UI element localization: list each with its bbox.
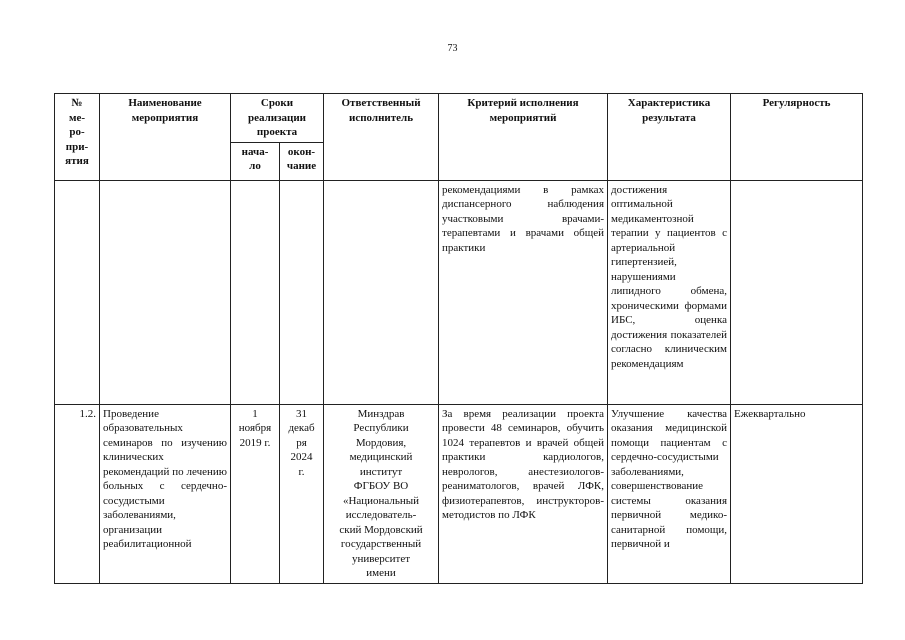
header-criterion: Критерий исполнения мероприятий bbox=[439, 94, 608, 181]
table-row bbox=[55, 180, 863, 404]
header-number: № ме- ро- при- ятия bbox=[55, 94, 100, 181]
cell-num-continued bbox=[55, 180, 100, 404]
header-terms: Сроки реализации проекта bbox=[231, 94, 324, 143]
cell-end-1-2: 31 декаб ря 2024 г. bbox=[280, 404, 324, 583]
cell-end-continued bbox=[280, 180, 324, 404]
cell-start-continued bbox=[231, 180, 280, 404]
cell-name-1-2: Проведение образовательных семинаров по изучению клинических рекомендаций по лечению больных с сердечно-сосудистыми заболеваниями, организации реабилитационной bbox=[100, 404, 231, 583]
header-end: окон- чание bbox=[280, 142, 324, 180]
header-row bbox=[55, 94, 863, 143]
header-executor: Ответственный исполнитель bbox=[324, 94, 439, 181]
cell-regularity-1-2: Ежеквартально bbox=[731, 404, 863, 583]
header-result: Характеристика результата bbox=[608, 94, 731, 181]
cell-start-1-2: 1 ноября 2019 г. bbox=[231, 404, 280, 583]
cell-result-1-2: Улучшение качества оказания медицинской помощи пациентам с сердечно-сосудистыми заболеваниями, совершенствование системы оказания первичной медико-санитарной помощи, первичной и bbox=[608, 404, 731, 583]
cell-executor-continued bbox=[324, 180, 439, 404]
header-start: нача- ло bbox=[231, 142, 280, 180]
cell-criterion-1-2: За время реализации проекта провести 48 семинаров, обучить 1024 терапевтов и врачей общей практики кардиологов, неврологов, анестезиологов-реаниматологов, врачей ЛФК, физиотерапевтов, инструкторов-методистов по ЛФК bbox=[439, 404, 608, 583]
cell-name-continued bbox=[100, 180, 231, 404]
header-name: Наименование мероприятия bbox=[100, 94, 231, 181]
cell-regularity-continued bbox=[731, 180, 863, 404]
page-number: 73 bbox=[447, 43, 458, 54]
measures-table bbox=[54, 93, 863, 584]
header-regularity: Регулярность bbox=[731, 94, 863, 181]
cell-executor-1-2: Минздрав Республики Мордовия, медицинский институт ФГБОУ ВО «Национальный исследователь- ский Мордовский государственный университет имени bbox=[324, 404, 439, 583]
cell-result-continued: достижения оптимальной медикаментозной терапии у пациентов с артериальной гипертензией, нарушениями липидного обмена, хроническими формами ИБС, оценка достижения показателей согласно клиническим рекомендациям bbox=[608, 180, 731, 404]
table-row bbox=[55, 404, 863, 583]
cell-num-1-2: 1.2. bbox=[55, 404, 100, 583]
cell-criterion-continued: рекомендациями в рамках диспансерного наблюдения участковыми врачами-терапевтами и врачами общей практики bbox=[439, 180, 608, 404]
